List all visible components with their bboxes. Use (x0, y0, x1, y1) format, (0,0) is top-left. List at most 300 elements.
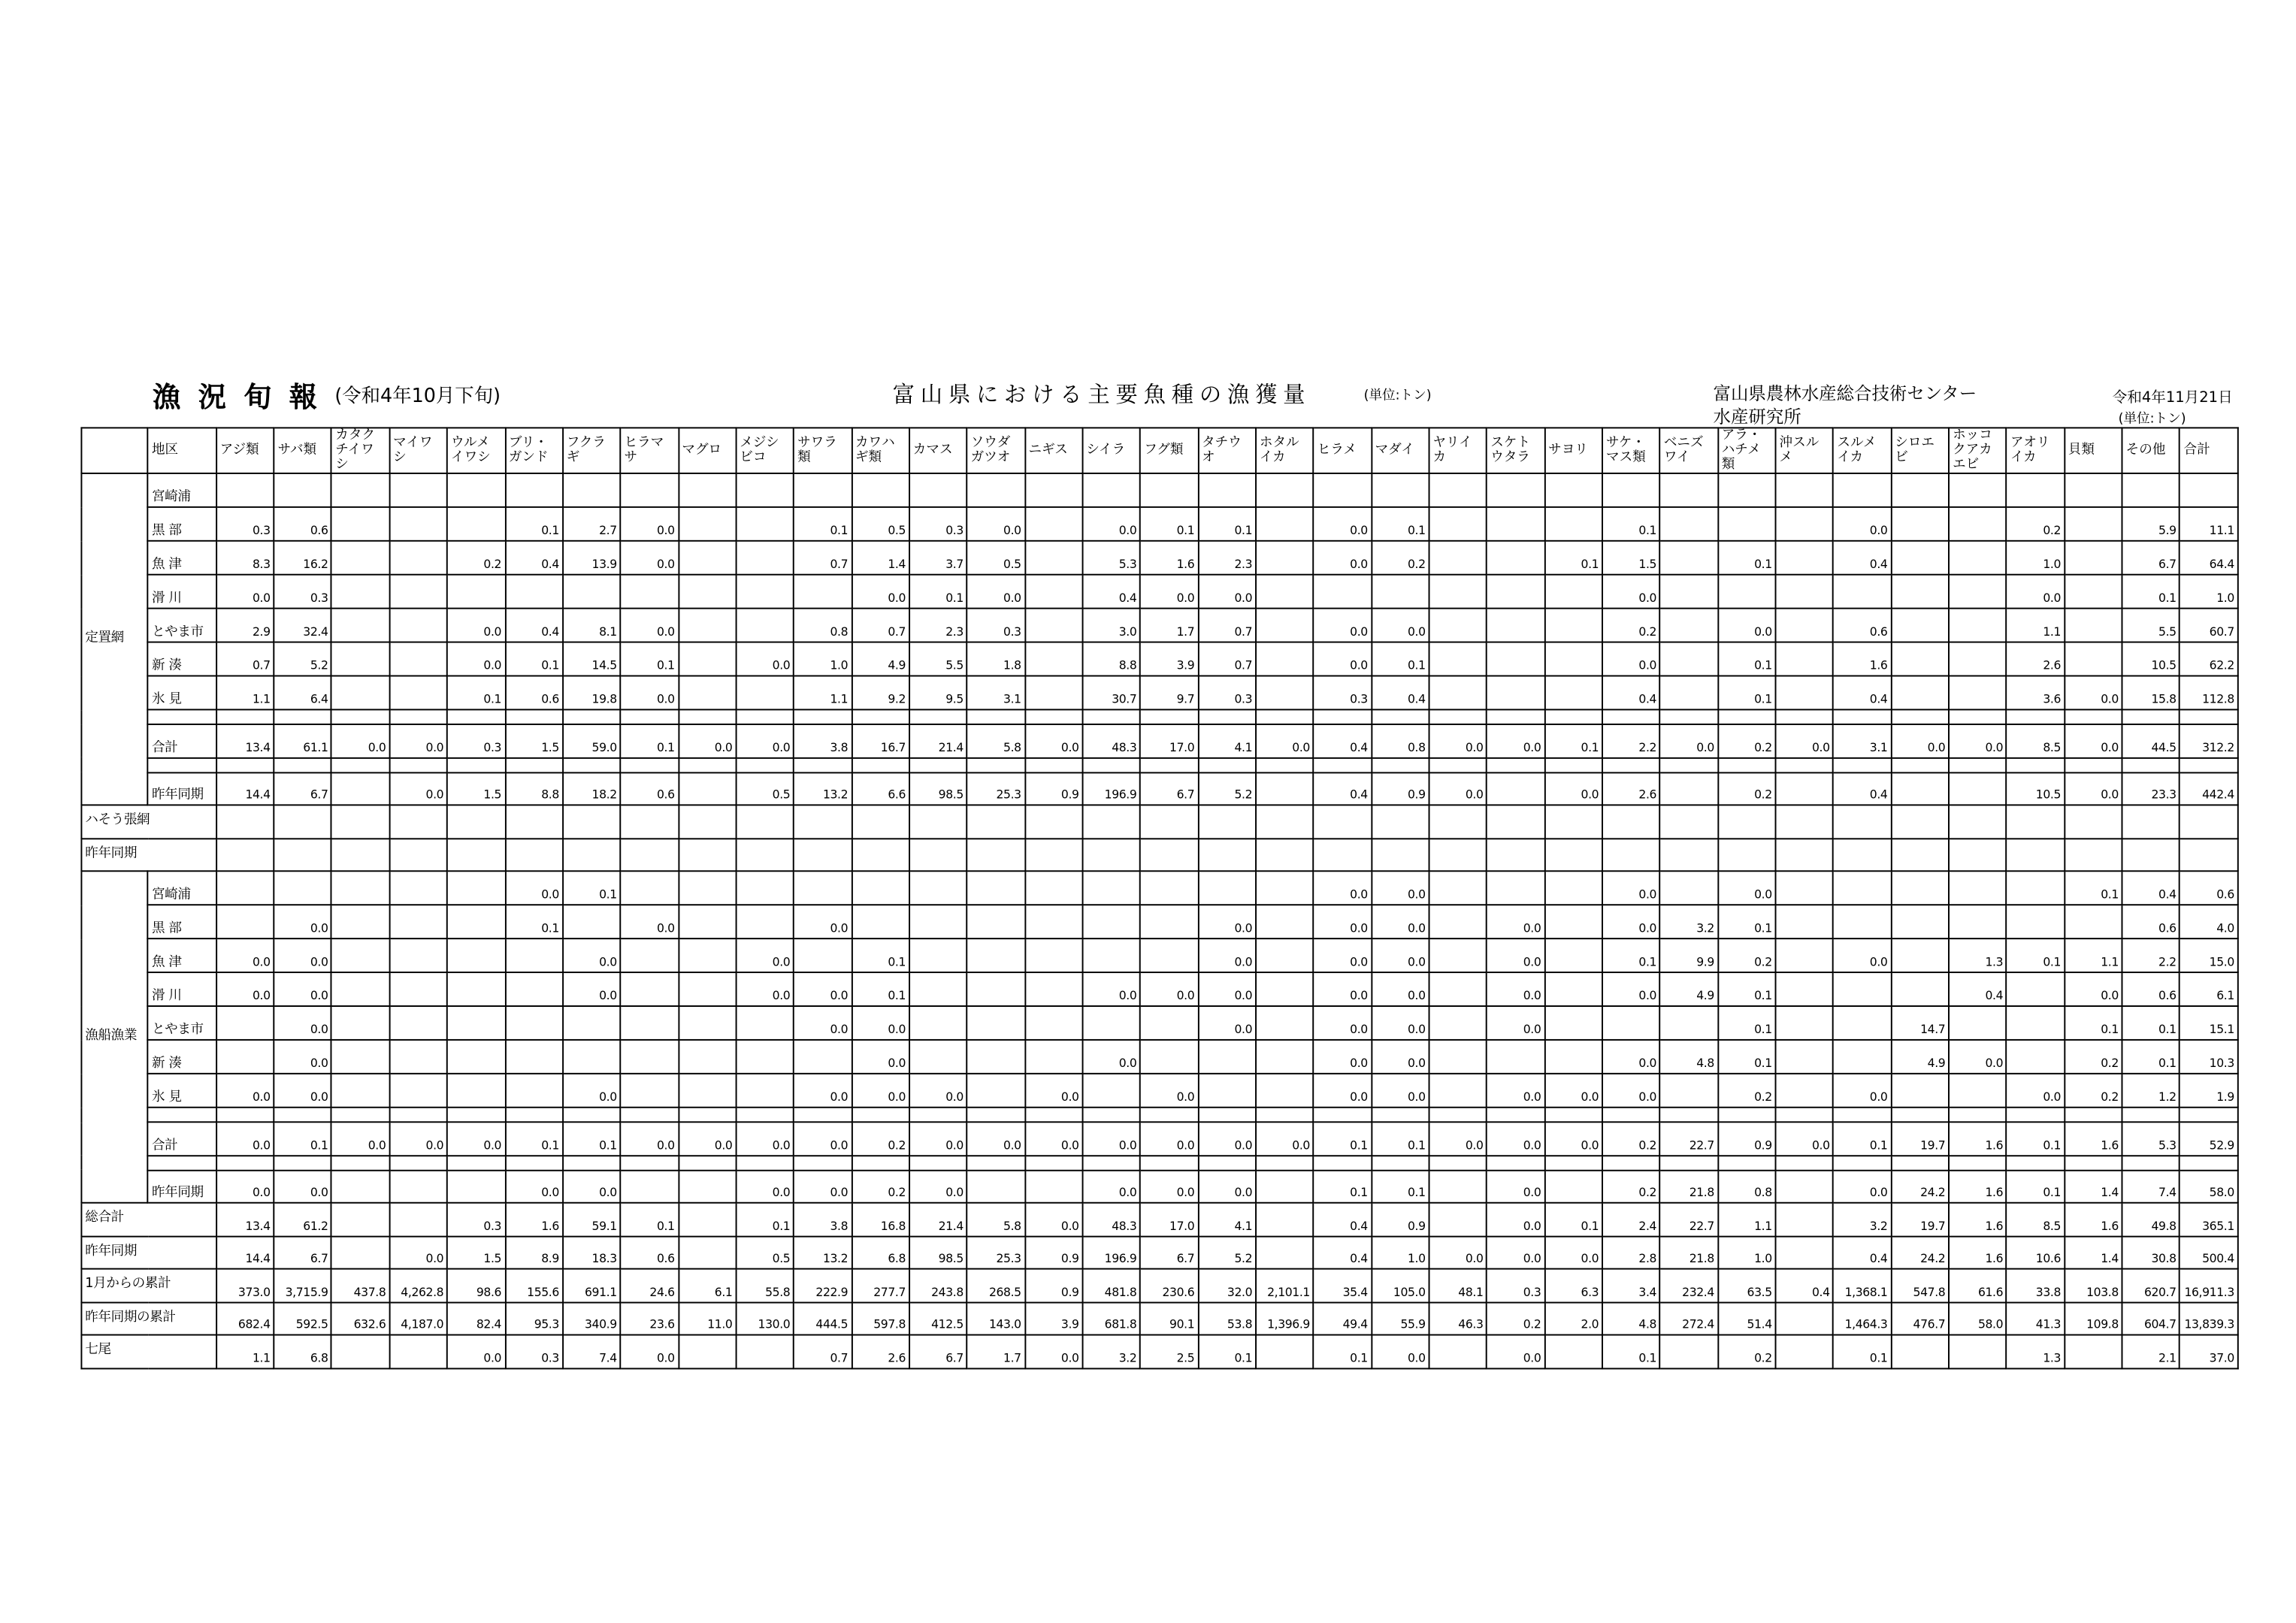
table-cell (1429, 1074, 1487, 1108)
table-cell (621, 757, 679, 772)
table-cell: 0.2 (2065, 1074, 2122, 1108)
table-cell (1660, 838, 1718, 871)
table-cell (679, 1108, 737, 1123)
table-cell (967, 838, 1025, 871)
table-cell: 61.2 (274, 1203, 332, 1236)
table-cell: 0.0 (447, 1122, 505, 1155)
table-cell (447, 757, 505, 772)
table-cell: 1.9 (2180, 1074, 2238, 1108)
table-cell: 32.0 (1198, 1269, 1256, 1302)
table-cell: 0.1 (909, 575, 967, 609)
table-cell: 0.0 (794, 905, 852, 938)
table-cell: 0.1 (2065, 871, 2122, 905)
table-cell (447, 575, 505, 609)
table-cell (1372, 709, 1429, 724)
table-cell (389, 1155, 447, 1170)
table-cell (505, 575, 563, 609)
column-header: メジシビコ (736, 428, 794, 473)
table-cell: 6.8 (274, 1335, 332, 1368)
table-cell (1429, 905, 1487, 938)
table-cell: 0.8 (1718, 1170, 1776, 1203)
table-cell (1891, 1155, 1949, 1170)
table-cell (1140, 905, 1198, 938)
column-header: ウルメイワシ (447, 428, 505, 473)
table-cell (2007, 1155, 2065, 1170)
table-cell: 0.0 (1082, 1170, 1140, 1203)
table-cell: 0.0 (1602, 642, 1660, 676)
table-cell: 5.2 (1198, 772, 1256, 805)
table-cell: 1,368.1 (1834, 1269, 1892, 1302)
table-cell: 0.0 (563, 938, 621, 972)
table-cell: 4.0 (2180, 905, 2238, 938)
table-cell: 0.4 (1372, 675, 1429, 709)
table-cell (1776, 609, 1834, 642)
table-cell: 41.3 (2007, 1302, 2065, 1335)
table-cell: 0.0 (1891, 724, 1949, 757)
table-cell: 5.2 (1198, 1236, 1256, 1269)
table-cell (389, 972, 447, 1006)
table-cell (1776, 972, 1834, 1006)
area-label: とやま市 (148, 1006, 216, 1040)
table-cell: 0.4 (1602, 675, 1660, 709)
table-cell: 0.7 (1198, 642, 1256, 676)
table-cell (389, 675, 447, 709)
table-cell: 0.9 (1025, 1236, 1083, 1269)
column-header: ホッコクアカエビ (1949, 428, 2007, 473)
table-cell: 0.1 (1834, 1122, 1892, 1155)
table-cell (331, 938, 389, 972)
table-cell: 0.4 (1314, 1236, 1372, 1269)
table-cell: 23.3 (2122, 772, 2180, 805)
table-cell: 0.0 (1082, 507, 1140, 541)
table-cell: 0.2 (2007, 507, 2065, 541)
table-cell: 681.8 (1082, 1302, 1140, 1335)
table-cell: 0.0 (2065, 772, 2122, 805)
table-cell (1891, 1335, 1949, 1368)
table-cell: 52.9 (2180, 1122, 2238, 1155)
table-cell (1602, 757, 1660, 772)
table-cell (679, 1236, 737, 1269)
table-cell: 14.7 (1891, 1006, 1949, 1040)
table-cell (1314, 757, 1372, 772)
table-cell (967, 871, 1025, 905)
table-cell: 0.0 (736, 724, 794, 757)
table-cell (216, 838, 274, 871)
table-cell: 0.3 (447, 724, 505, 757)
table-cell (1949, 1335, 2007, 1368)
table-cell (1487, 473, 1544, 507)
table-cell: 3.9 (1025, 1302, 1083, 1335)
table-cell (1776, 1203, 1834, 1236)
table-cell (852, 473, 909, 507)
table-cell (679, 1335, 737, 1368)
table-cell: 412.5 (909, 1302, 967, 1335)
table-cell: 0.0 (1834, 938, 1892, 972)
table-cell (447, 709, 505, 724)
table-cell: 0.1 (505, 1122, 563, 1155)
table-cell: 21.4 (909, 724, 967, 757)
table-cell: 105.0 (1372, 1269, 1429, 1302)
table-cell (1487, 871, 1544, 905)
table-cell (736, 507, 794, 541)
table-cell (1025, 642, 1083, 676)
table-cell (679, 473, 737, 507)
table-cell (505, 805, 563, 838)
table-cell: 46.3 (1429, 1302, 1487, 1335)
table-cell (1487, 805, 1544, 838)
table-cell: 2.7 (563, 507, 621, 541)
table-cell: 13.9 (563, 541, 621, 575)
table-cell (2065, 642, 2122, 676)
table-cell: 7.4 (563, 1335, 621, 1368)
table-cell: 230.6 (1140, 1269, 1198, 1302)
table-cell: 0.2 (1718, 1074, 1776, 1108)
table-cell (1025, 675, 1083, 709)
table-cell (679, 1203, 737, 1236)
table-cell (1372, 575, 1429, 609)
table-cell (1891, 507, 1949, 541)
table-cell (909, 709, 967, 724)
table-cell: 9.5 (909, 675, 967, 709)
table-cell (1198, 1155, 1256, 1170)
column-header: フクラギ (563, 428, 621, 473)
table-cell (679, 675, 737, 709)
table-cell: 222.9 (794, 1269, 852, 1302)
table-cell (148, 709, 216, 724)
table-cell: 23.6 (621, 1302, 679, 1335)
table-cell: 1,396.9 (1256, 1302, 1314, 1335)
column-header: ヒラマサ (621, 428, 679, 473)
table-cell: 0.3 (216, 507, 274, 541)
table-cell: 13.2 (794, 1236, 852, 1269)
table-cell: 0.0 (1487, 1170, 1544, 1203)
table-cell (505, 1040, 563, 1074)
table-cell: 8.8 (505, 772, 563, 805)
table-cell: 1.6 (1949, 1236, 2007, 1269)
table-cell: 0.0 (2065, 724, 2122, 757)
table-cell: 53.8 (1198, 1302, 1256, 1335)
table-row (81, 905, 2237, 938)
table-cell (2065, 507, 2122, 541)
table-cell (967, 1040, 1025, 1074)
table-cell: 6.6 (852, 772, 909, 805)
table-cell (2065, 541, 2122, 575)
table-cell: 0.1 (563, 1122, 621, 1155)
table-cell (679, 772, 737, 805)
table-cell: 18.2 (563, 772, 621, 805)
table-cell: 0.0 (967, 507, 1025, 541)
table-cell: 0.0 (1372, 1040, 1429, 1074)
table-cell: 32.4 (274, 609, 332, 642)
table-cell (2007, 805, 2065, 838)
table-cell: 3.7 (909, 541, 967, 575)
table-cell (1949, 507, 2007, 541)
table-cell (2180, 805, 2238, 838)
table-cell: 0.0 (679, 1122, 737, 1155)
table-cell: 58.0 (1949, 1302, 2007, 1335)
table-cell (967, 805, 1025, 838)
table-cell: 7.4 (2122, 1170, 2180, 1203)
table-cell: 13,839.3 (2180, 1302, 2238, 1335)
table-cell (331, 871, 389, 905)
table-cell: 0.2 (1602, 1170, 1660, 1203)
table-cell: 0.0 (274, 1040, 332, 1074)
table-cell (389, 507, 447, 541)
table-cell: 0.0 (1140, 972, 1198, 1006)
table-cell: 0.0 (216, 1122, 274, 1155)
table-cell: 0.0 (389, 1236, 447, 1269)
table-cell: 0.0 (1718, 609, 1776, 642)
table-cell (621, 1074, 679, 1108)
table-cell: 196.9 (1082, 772, 1140, 805)
table-cell (1082, 938, 1140, 972)
table-cell (1025, 757, 1083, 772)
table-cell (331, 757, 389, 772)
table-cell: 49.8 (2122, 1203, 2180, 1236)
table-cell (736, 805, 794, 838)
table-cell: 19.7 (1891, 1122, 1949, 1155)
table-cell: 0.5 (852, 507, 909, 541)
table-cell (216, 1108, 274, 1123)
table-cell (1891, 609, 1949, 642)
table-cell (389, 575, 447, 609)
table-cell: 3,715.9 (274, 1269, 332, 1302)
table-cell: 0.7 (1198, 609, 1256, 642)
table-cell: 2.4 (1602, 1203, 1660, 1236)
table-cell: 0.0 (216, 938, 274, 972)
table-cell: 0.0 (2007, 1074, 2065, 1108)
table-cell: 109.8 (2065, 1302, 2122, 1335)
table-cell: 59.1 (563, 1203, 621, 1236)
table-cell: 6.7 (274, 1236, 332, 1269)
table-cell (1776, 541, 1834, 575)
table-cell: 55.9 (1372, 1302, 1429, 1335)
table-cell: 3.2 (1082, 1335, 1140, 1368)
table-row (81, 473, 2237, 507)
table-cell: 0.0 (447, 609, 505, 642)
table-cell (563, 709, 621, 724)
table-cell: 59.0 (563, 724, 621, 757)
previous-year-row (81, 1170, 2237, 1203)
table-cell (1256, 757, 1314, 772)
table-cell (1776, 1155, 1834, 1170)
table-cell: 0.5 (736, 772, 794, 805)
table-cell (1256, 1006, 1314, 1040)
table-cell: 0.1 (1314, 1122, 1372, 1155)
table-cell: 5.5 (909, 642, 967, 676)
column-header: カワハギ類 (852, 428, 909, 473)
table-cell: 0.1 (1544, 541, 1602, 575)
main-title-unit: (単位:トン) (1363, 388, 1432, 404)
table-cell: 0.0 (331, 724, 389, 757)
table-cell (1544, 805, 1602, 838)
table-cell (2180, 1108, 2238, 1123)
table-cell (2065, 805, 2122, 838)
column-header: フグ類 (1140, 428, 1198, 473)
table-cell: 437.8 (331, 1269, 389, 1302)
table-cell: 0.1 (1718, 541, 1776, 575)
table-cell (794, 1040, 852, 1074)
table-cell (1140, 871, 1198, 905)
area-label: 氷 見 (148, 1074, 216, 1108)
table-cell: 0.0 (274, 972, 332, 1006)
table-cell: 15.8 (2122, 675, 2180, 709)
table-cell: 24.2 (1891, 1236, 1949, 1269)
column-header: シイラ (1082, 428, 1140, 473)
table-cell (909, 1006, 967, 1040)
table-cell: 0.9 (1025, 1269, 1083, 1302)
table-cell (1025, 473, 1083, 507)
table-cell (1256, 1155, 1314, 1170)
table-cell: 25.3 (967, 1236, 1025, 1269)
table-cell: 0.1 (2007, 938, 2065, 972)
table-cell: 0.0 (1025, 1335, 1083, 1368)
table-cell (274, 871, 332, 905)
table-cell: 6.7 (2122, 541, 2180, 575)
table-cell (2065, 1335, 2122, 1368)
table-cell (2007, 473, 2065, 507)
table-cell (2007, 1040, 2065, 1074)
table-cell (1314, 1155, 1372, 1170)
column-header: サケ・マス類 (1602, 428, 1660, 473)
table-cell: 0.7 (794, 1335, 852, 1368)
table-cell (909, 972, 967, 1006)
table-cell (679, 642, 737, 676)
table-cell (331, 972, 389, 1006)
table-cell: 1.6 (1949, 1122, 2007, 1155)
table-cell: 0.0 (621, 1335, 679, 1368)
table-cell: 547.8 (1891, 1269, 1949, 1302)
table-cell: 1.1 (794, 675, 852, 709)
table-cell (1256, 575, 1314, 609)
table-cell (1314, 473, 1372, 507)
table-cell (331, 905, 389, 938)
table-cell (1429, 541, 1487, 575)
table-cell (679, 1040, 737, 1074)
table-cell (331, 1170, 389, 1203)
table-cell: 0.1 (736, 1203, 794, 1236)
table-cell (1891, 838, 1949, 871)
previous-year-row (81, 772, 2237, 805)
table-cell: 4.1 (1198, 724, 1256, 757)
table-cell: 0.4 (505, 609, 563, 642)
table-cell (1718, 575, 1776, 609)
table-cell (1256, 972, 1314, 1006)
summary-label: 昨年同期 (81, 1236, 216, 1269)
table-cell: 0.0 (274, 1170, 332, 1203)
table-cell (967, 473, 1025, 507)
table-cell: 3.8 (794, 724, 852, 757)
table-cell (621, 1155, 679, 1170)
table-cell (1429, 675, 1487, 709)
table-cell: 0.0 (1429, 1122, 1487, 1155)
table-cell (1660, 1108, 1718, 1123)
table-cell (1025, 972, 1083, 1006)
table-cell: 0.1 (2122, 575, 2180, 609)
table-cell (967, 972, 1025, 1006)
table-cell (1256, 609, 1314, 642)
table-cell (216, 757, 274, 772)
table-cell: 0.1 (621, 642, 679, 676)
table-cell: 0.3 (1198, 675, 1256, 709)
table-cell: 0.1 (852, 972, 909, 1006)
table-cell (1834, 1155, 1892, 1170)
table-cell: 1.3 (2007, 1335, 2065, 1368)
table-cell (679, 972, 737, 1006)
table-cell (1718, 507, 1776, 541)
table-cell: 0.9 (1718, 1122, 1776, 1155)
table-cell: 0.0 (1140, 575, 1198, 609)
table-cell (1602, 805, 1660, 838)
table-cell: 0.7 (852, 609, 909, 642)
table-cell (331, 675, 389, 709)
table-cell: 0.0 (1314, 1074, 1372, 1108)
table-cell: 0.4 (1834, 1236, 1892, 1269)
table-row (81, 642, 2237, 676)
table-cell: 51.4 (1718, 1302, 1776, 1335)
table-cell (1025, 938, 1083, 972)
table-cell: 4.9 (1891, 1040, 1949, 1074)
table-cell (1025, 838, 1083, 871)
table-cell (1256, 1203, 1314, 1236)
table-cell (1602, 1155, 1660, 1170)
table-cell (1082, 1074, 1140, 1108)
table-cell: 35.4 (1314, 1269, 1372, 1302)
section-label: 七尾 (81, 1335, 216, 1368)
table-cell (1660, 805, 1718, 838)
table-cell (1429, 609, 1487, 642)
table-cell (1487, 507, 1544, 541)
table-row (81, 1040, 2237, 1074)
table-cell (1487, 609, 1544, 642)
table-cell: 442.4 (2180, 772, 2238, 805)
table-cell (621, 709, 679, 724)
table-cell (909, 905, 967, 938)
table-cell: 0.1 (1372, 1170, 1429, 1203)
table-cell (967, 1155, 1025, 1170)
table-cell: 0.0 (1487, 1236, 1544, 1269)
table-cell (736, 675, 794, 709)
table-cell (1429, 642, 1487, 676)
table-cell (331, 772, 389, 805)
table-cell (1429, 1155, 1487, 1170)
table-cell: 0.0 (1487, 1122, 1544, 1155)
table-cell: 0.0 (1776, 1122, 1834, 1155)
table-cell (2007, 757, 2065, 772)
table-cell: 0.1 (1834, 1335, 1892, 1368)
table-cell: 0.0 (1082, 1040, 1140, 1074)
table-cell: 0.4 (1834, 675, 1892, 709)
table-cell (1025, 575, 1083, 609)
table-cell (1891, 805, 1949, 838)
column-header: 合計 (2180, 428, 2238, 473)
column-header: ヒラメ (1314, 428, 1372, 473)
table-cell (389, 609, 447, 642)
table-cell: 0.0 (331, 1122, 389, 1155)
table-cell (1082, 709, 1140, 724)
table-cell (1429, 838, 1487, 871)
table-cell: 0.0 (1429, 1236, 1487, 1269)
table-cell (967, 1170, 1025, 1203)
table-cell (1372, 1155, 1429, 1170)
table-cell (331, 575, 389, 609)
table-cell: 0.0 (967, 575, 1025, 609)
table-cell (2122, 709, 2180, 724)
table-cell: 8.5 (2007, 1203, 2065, 1236)
table-cell (1487, 1040, 1544, 1074)
table-cell: 0.0 (1487, 938, 1544, 972)
table-cell: 0.0 (679, 724, 737, 757)
